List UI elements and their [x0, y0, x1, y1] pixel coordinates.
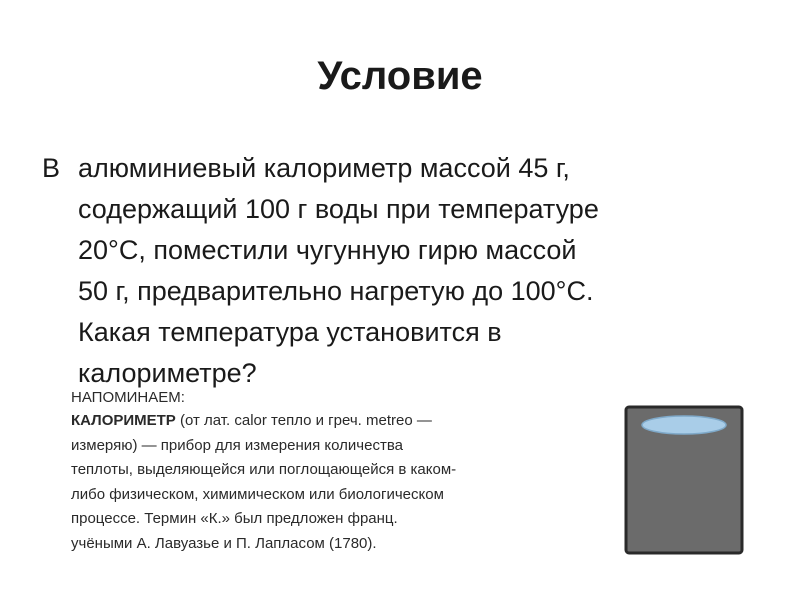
reminder-line: теплоты, выделяющейся или поглощающейся в каком- [71, 461, 457, 478]
problem-line-text: Какая температура установится в [78, 317, 502, 347]
calorimeter-water-surface [642, 416, 726, 434]
reminder-term: КАЛОРИМЕТР [71, 412, 176, 429]
problem-line-text: 50 г, предварительно нагретую до 100°С. [78, 276, 594, 306]
problem-line [42, 271, 762, 312]
problem-line-text: содержащий 100 г воды при температуре [78, 194, 599, 224]
problem-line [42, 189, 762, 230]
problem-line-text: 20°С, поместили чугунную гирю массой [78, 235, 577, 265]
reminder-line: учёными А. Лавуазье и П. Лапласом (1780). [71, 534, 377, 552]
reminder-line: либо физическом, химимическом или биологическом [71, 485, 444, 503]
problem-line [42, 312, 762, 353]
problem-line [42, 230, 762, 271]
reminder-heading: НАПОМИНАЕМ: [71, 389, 185, 406]
slide-title: Условие [317, 54, 483, 98]
reminder-note [71, 387, 611, 556]
problem-statement [42, 148, 762, 394]
problem-bullet-letter: В [42, 153, 61, 183]
reminder-line: процессе. Термин «К.» был предложен франц. [71, 510, 398, 527]
problem-line-text: алюминиевый калориметр массой 45 г, [78, 153, 570, 183]
reminder-line-text: (от лат. calor тепло и греч. metreo — [175, 412, 432, 429]
reminder-line: измеряю) — прибор для измерения количества [71, 436, 403, 454]
calorimeter-icon [624, 405, 744, 555]
reminder-line [71, 409, 611, 434]
problem-line [42, 148, 762, 189]
problem-line-text: калориметре? [78, 358, 257, 388]
